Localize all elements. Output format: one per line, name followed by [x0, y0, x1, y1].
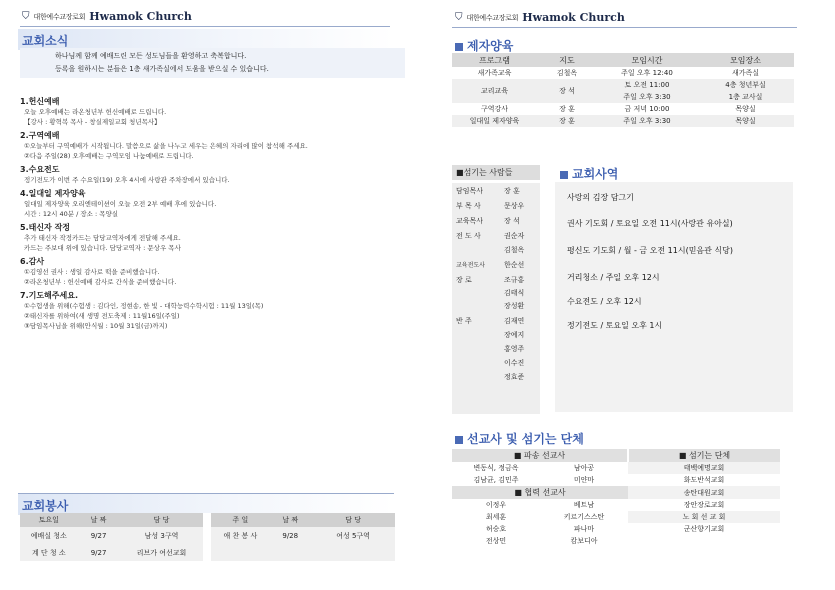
mission-header-row	[452, 449, 780, 462]
edu-place: 목양실	[735, 105, 756, 113]
staff-name: 장 훈	[504, 187, 520, 195]
staff-entry	[452, 260, 540, 271]
brand-org: 대한예수교장로회	[33, 12, 86, 21]
serve-header: 주 일	[207, 513, 269, 527]
serve-cell: 예배실 청소	[20, 527, 78, 544]
serve-cell: 여성 5구역	[311, 527, 395, 544]
item-title: 2.구역예배	[20, 131, 60, 140]
staff-role: 교육목사	[456, 217, 484, 225]
missionary-name: 이정우	[485, 501, 507, 509]
staff-name: 장예지	[504, 331, 525, 339]
serve-cell	[207, 544, 269, 561]
church-logo-icon: ⛉	[22, 11, 30, 22]
mission-table	[452, 449, 780, 547]
edu-header: 모임장소	[697, 53, 794, 67]
mission-row	[452, 511, 780, 523]
edu-header-row	[452, 53, 794, 67]
item-title: 1.헌신예배	[20, 97, 60, 106]
mission-row	[452, 523, 780, 535]
square-bullet-icon	[560, 171, 568, 179]
intro-box	[20, 48, 405, 78]
item-title: 5.태신자 작정	[20, 223, 71, 232]
edu-place: 1층 교사실	[697, 91, 794, 103]
missionary-country: 캄보디아	[570, 537, 598, 545]
missionary-name: 전상민	[485, 537, 507, 545]
staff-title-box	[452, 165, 540, 180]
edu-table	[452, 53, 794, 127]
news-item	[20, 164, 400, 185]
serve-header: 담 당	[120, 513, 208, 527]
staff-name: 김철옥	[504, 246, 525, 254]
edu-title-block	[455, 35, 513, 54]
staff-role: 장 로	[456, 276, 472, 284]
serve-cell: 9/27	[78, 527, 120, 544]
staff-name: 장성환	[504, 302, 525, 310]
missionary-name: 변동식, 정금옥	[473, 464, 519, 472]
item-title: 3.수요전도	[20, 165, 60, 174]
serve-cell: 남성 3구역	[120, 527, 208, 544]
serve-title: 교회봉사	[22, 499, 69, 513]
staff-role: 전 도 사	[456, 232, 481, 240]
mission-org-header: ■ 섬기는 단체	[628, 449, 780, 462]
staff-entry	[452, 316, 540, 383]
edu-header: 모임시간	[597, 53, 697, 67]
item-line: ③담임목사님을 위해(안식월 : 10월 31일(금)까지)	[24, 322, 168, 330]
edu-place: 새가족실	[731, 69, 760, 77]
staff-name: 한순선	[504, 261, 525, 269]
item-line: 시간 : 12시 40분 / 장소 : 목양실	[24, 210, 119, 218]
ministry-box	[555, 182, 793, 412]
edu-place: 목양실	[697, 115, 794, 127]
missionary-country: 남아공	[573, 464, 595, 472]
staff-name: 장 석	[504, 217, 520, 225]
missionary-country: 미얀마	[573, 476, 595, 484]
news-item	[20, 130, 400, 161]
mission-row	[452, 462, 780, 474]
edu-time: 주일 오후 12:40	[621, 69, 673, 77]
edu-place: 4층 청년부실	[697, 79, 794, 91]
edu-row	[452, 103, 794, 115]
staff-entry	[452, 275, 540, 312]
intro-line: 등록을 원하시는 분들은 1층 새가족실에서 도움을 받으실 수 있습니다.	[55, 65, 269, 73]
ministry-item: 사랑의 김장 담그기	[567, 193, 634, 202]
staff-entry	[452, 216, 540, 227]
staff-entry	[452, 231, 540, 256]
serve-header: 담 당	[311, 513, 395, 527]
serve-row	[20, 527, 395, 544]
item-line: 정기전도가 이번 주 수요일(19) 오후 4시에 사랑관 주차장에서 있습니다.	[24, 176, 230, 184]
serve-table	[20, 513, 395, 561]
edu-header: 지도	[537, 53, 597, 67]
right-header-line	[452, 27, 797, 28]
left-header-line	[20, 26, 390, 27]
serve-header-row	[20, 513, 395, 527]
edu-leader: 장 훈	[559, 105, 575, 113]
edu-leader: 김철옥	[556, 69, 578, 77]
serve-cell: 계 단 청 소	[20, 544, 78, 561]
mission-row	[452, 535, 780, 547]
item-line: 오늘 오후예배는 라온청년부 헌신예배로 드립니다.	[24, 108, 167, 116]
serve-cell: 애 찬 봉 사	[207, 527, 269, 544]
edu-leader: 장 훈	[537, 115, 597, 127]
edu-time: 주일 오후 3:30	[597, 115, 697, 127]
org-name: 군산향기교회	[683, 525, 725, 533]
serve-cell: 9/27	[78, 544, 120, 561]
staff-name: 김태식	[504, 289, 525, 297]
missionary-name: 허승호	[485, 525, 507, 533]
staff-list	[452, 183, 540, 414]
church-logo-icon: ⛉	[455, 12, 463, 23]
edu-header: 프로그램	[452, 53, 537, 67]
news-item	[20, 188, 400, 219]
edu-row	[452, 79, 794, 91]
edu-time: 주일 오후 3:30	[597, 91, 697, 103]
staff-name: 홍영주	[504, 345, 525, 353]
item-line: 【강사 : 황혁복 목사 - 창실제일교회 청년목사】	[24, 118, 161, 126]
item-line: 카드는 주보대 위에 있습니다. 담당교역자 : 문상우 목사	[24, 244, 181, 252]
edu-program: 새가족교육	[477, 69, 512, 77]
edu-leader: 장 석	[537, 79, 597, 103]
serve-title-bar	[18, 493, 394, 515]
brand-church: Hwamok Church	[522, 11, 625, 24]
brand-church: Hwamok Church	[89, 10, 192, 23]
item-line: ①김영선 권사 : 생일 감사로 떡을 준비했습니다.	[24, 268, 160, 276]
edu-time: 금 저녁 10:00	[624, 105, 670, 113]
mission-sent-header: ■ 파송 선교사	[452, 449, 628, 462]
staff-name: 정효준	[504, 373, 525, 381]
item-line: 일대일 제자양육 오리엔테이션이 오늘 오전 2부 예배 후에 있습니다.	[24, 200, 217, 208]
item-line: 추가 태신자 작정카드는 담당교역자에게 전달해 주세요.	[24, 234, 181, 242]
org-name: 송탄대원교회	[628, 486, 780, 499]
square-bullet-icon	[455, 43, 463, 51]
mission-row	[452, 486, 780, 499]
edu-program: 일대일 제자양육	[452, 115, 537, 127]
news-item	[20, 222, 400, 253]
staff-role: 부 목 사	[456, 202, 481, 210]
serve-header: 날 짜	[78, 513, 120, 527]
staff-name: 문상우	[504, 202, 525, 210]
staff-name: 김재연	[504, 317, 525, 325]
staff-role: 반 주	[456, 317, 472, 325]
ministry-item: 권사 기도회 / 토요일 오전 11시(사랑관 유아실)	[567, 219, 733, 228]
brand-org: 대한예수교장로회	[466, 13, 519, 22]
mission-title-block	[455, 428, 584, 447]
serve-row	[20, 544, 395, 561]
item-line: ②라온청년부 : 헌신예배 감사로 간식을 준비했습니다.	[24, 278, 177, 286]
org-name: 노 회 선 교 회	[628, 511, 780, 523]
serve-header: 날 짜	[269, 513, 311, 527]
mission-partner-header: ■ 협력 선교사	[452, 486, 628, 499]
ministry-item: 평신도 기도회 / 월 - 금 오전 11시(믿음관 식당)	[567, 246, 733, 255]
edu-row	[452, 67, 794, 79]
org-name: 화도반석교회	[683, 476, 725, 484]
staff-entry	[452, 201, 540, 212]
missionary-country: 파나마	[573, 525, 595, 533]
edu-row	[452, 115, 794, 127]
staff-name: 조규홍	[504, 276, 525, 284]
item-title: 4.일대일 제자양육	[20, 189, 86, 198]
staff-name: 이수진	[504, 359, 525, 367]
left-brand	[22, 10, 192, 23]
news-item	[20, 290, 400, 331]
news-title-bar	[18, 29, 394, 50]
intro-line: 하나님께 함께 예배드린 모든 성도님들을 환영하고 축복합니다.	[55, 52, 247, 60]
edu-title: 제자양육	[467, 39, 514, 53]
mission-row	[452, 499, 780, 511]
ministry-item: 거리청소 / 주일 오후 12시	[567, 273, 660, 282]
news-item	[20, 256, 400, 287]
staff-entry	[452, 186, 540, 197]
edu-program: 구역강사	[480, 105, 509, 113]
item-line: ①오늘부터 구역예배가 시작됩니다. 말씀으로 삶을 나누고 세우는 은혜의 자리에 많이 참석해 주세요.	[24, 142, 308, 150]
right-brand	[455, 11, 625, 24]
missionary-country: 키르기스스탄	[563, 513, 605, 521]
staff-role: 교육전도사	[456, 262, 485, 269]
item-line: ①수험생을 위해(수험생 : 김다인, 정현송, 한 빛 - 대학능력수학시험 : 11월 13일(목)	[24, 302, 264, 310]
serve-cell: 리브가 여선교회	[120, 544, 208, 561]
item-title: 6.감사	[20, 257, 45, 266]
staff-name: 권순자	[504, 232, 525, 240]
square-bullet-icon: ■	[456, 168, 464, 177]
item-line: ②태신자를 위하여(새 생명 전도축제 : 11월16일(주일)	[24, 312, 180, 320]
mission-title: 선교사 및 섬기는 단체	[467, 432, 584, 446]
ministry-title: 교회사역	[572, 167, 619, 181]
news-item	[20, 96, 400, 127]
item-title: 7.기도해주세요.	[20, 291, 79, 300]
ministry-item: 수요전도 / 오후 12시	[567, 297, 642, 306]
serve-cell	[269, 544, 311, 561]
edu-program: 교리교육	[452, 79, 537, 103]
item-line: ②다음 주일(28) 오후예배는 구역모임 나눔예배로 드립니다.	[24, 152, 194, 160]
edu-time: 토 오전 11:00	[597, 79, 697, 91]
missionary-name: 김남균, 김민주	[473, 476, 519, 484]
news-items	[20, 93, 400, 331]
missionary-country: 베트남	[573, 501, 595, 509]
news-title: 교회소식	[22, 34, 69, 48]
serve-header: 토요일	[20, 513, 78, 527]
org-name: 장안장로교회	[683, 501, 725, 509]
staff-title: 섬기는 사람들	[463, 168, 513, 177]
mission-row	[452, 474, 780, 486]
ministry-item: 정기전도 / 토요일 오후 1시	[567, 321, 663, 330]
missionary-name: 최세훈	[485, 513, 507, 521]
serve-cell: 9/28	[269, 527, 311, 544]
org-name: 태백예명교회	[628, 462, 780, 474]
staff-role: 담임목사	[456, 187, 484, 195]
square-bullet-icon	[455, 436, 463, 444]
ministry-title-block	[560, 163, 618, 182]
serve-cell	[311, 544, 395, 561]
